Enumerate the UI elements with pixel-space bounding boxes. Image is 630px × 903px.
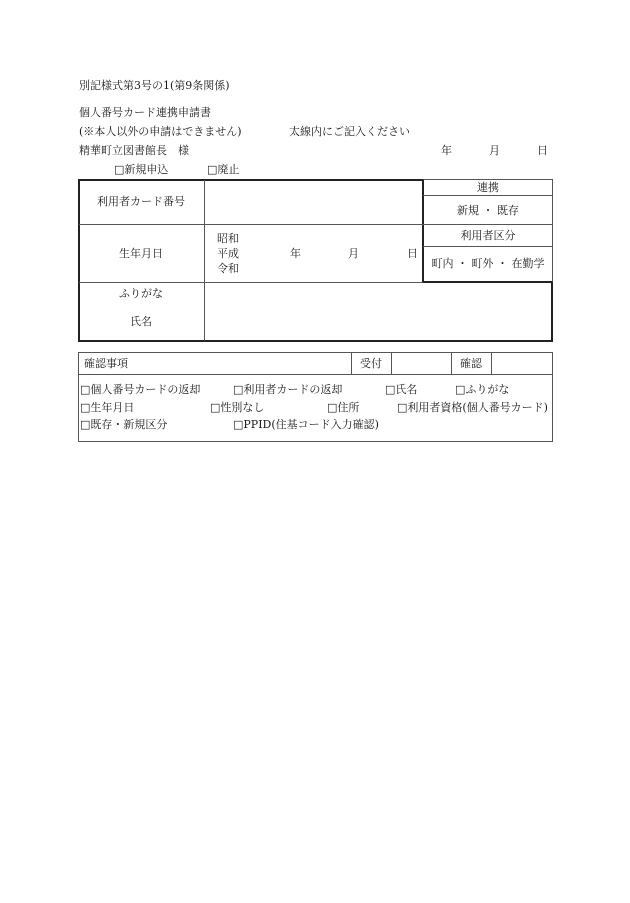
- confirm-border-top: [78, 352, 553, 353]
- right-grid-top: [423, 179, 553, 180]
- option-new-application[interactable]: □新規申込: [114, 163, 169, 176]
- link-label: 連携: [477, 181, 499, 194]
- row-divider-1: [79, 224, 423, 225]
- check-furigana[interactable]: □ふりがな: [455, 383, 510, 396]
- card-number-label: 利用者カード番号: [97, 195, 185, 208]
- check-user-eligibility[interactable]: □利用者資格(個人番号カード): [397, 401, 548, 414]
- form-instruction: 太線内にご記入ください: [289, 125, 410, 138]
- right-grid-line-2: [423, 224, 553, 225]
- check-birthdate[interactable]: □生年月日: [80, 401, 135, 414]
- form-title: 個人番号カード連携申請書: [79, 106, 211, 119]
- addressee: 精華町立図書館長 様: [79, 144, 189, 157]
- name-label: 氏名: [130, 315, 152, 328]
- birth-year-label: 年: [290, 247, 301, 260]
- check-ppid[interactable]: □PPID(住基コード入力確認): [233, 418, 379, 431]
- row-divider-2: [79, 282, 423, 283]
- era-heisei: 平成: [217, 247, 239, 260]
- confirm-border-left: [78, 352, 79, 442]
- form-number: 別記様式第3号の1(第9条関係): [79, 79, 230, 92]
- user-type-options[interactable]: 町内 ・ 町外 ・ 在勤学: [431, 257, 545, 270]
- name-field[interactable]: [206, 284, 550, 339]
- thick-border-step: [422, 281, 553, 283]
- check-mynumber-card-return[interactable]: □個人番号カードの返却: [80, 383, 201, 396]
- check-existing-new[interactable]: □既存・新規区分: [80, 418, 168, 431]
- confirm-col-1: [351, 352, 352, 375]
- date-year-label: 年: [441, 144, 452, 157]
- thick-border-top: [78, 179, 424, 181]
- date-day-label: 日: [537, 144, 548, 157]
- user-type-label: 利用者区分: [460, 229, 516, 242]
- confirm-title: 確認事項: [84, 357, 128, 370]
- birth-month-label: 月: [348, 247, 359, 260]
- confirm-border-right: [552, 352, 553, 442]
- birth-day-label: 日: [407, 247, 418, 260]
- era-reiwa: 令和: [217, 262, 239, 275]
- thick-border-left: [78, 179, 80, 342]
- form-note: (※本人以外の申請はできません): [79, 125, 242, 138]
- confirm-border-bottom: [78, 441, 553, 442]
- received-stamp-field[interactable]: [392, 354, 450, 373]
- furigana-label: ふりがな: [119, 287, 163, 300]
- confirm-header-divider: [78, 374, 553, 375]
- check-address[interactable]: □住所: [327, 401, 360, 414]
- thick-border-bottom: [78, 340, 553, 342]
- right-grid-line-3: [423, 246, 553, 247]
- col-divider: [204, 180, 205, 341]
- right-grid-line-1: [423, 195, 553, 196]
- link-options[interactable]: 新規 ・ 既存: [457, 204, 519, 217]
- thick-border-right: [551, 281, 553, 342]
- check-no-gender[interactable]: □性別なし: [210, 401, 265, 414]
- date-month-label: 月: [489, 144, 500, 157]
- birthdate-label: 生年月日: [119, 247, 163, 260]
- received-label: 受付: [360, 357, 382, 370]
- check-user-card-return[interactable]: □利用者カードの返却: [233, 383, 343, 396]
- confirmed-stamp-field[interactable]: [492, 354, 551, 373]
- check-name[interactable]: □氏名: [385, 383, 418, 396]
- era-showa: 昭和: [217, 232, 239, 245]
- card-number-field[interactable]: [206, 182, 420, 222]
- confirmed-label: 確認: [460, 357, 482, 370]
- option-cancel[interactable]: □廃止: [207, 163, 240, 176]
- confirm-col-3: [451, 352, 452, 375]
